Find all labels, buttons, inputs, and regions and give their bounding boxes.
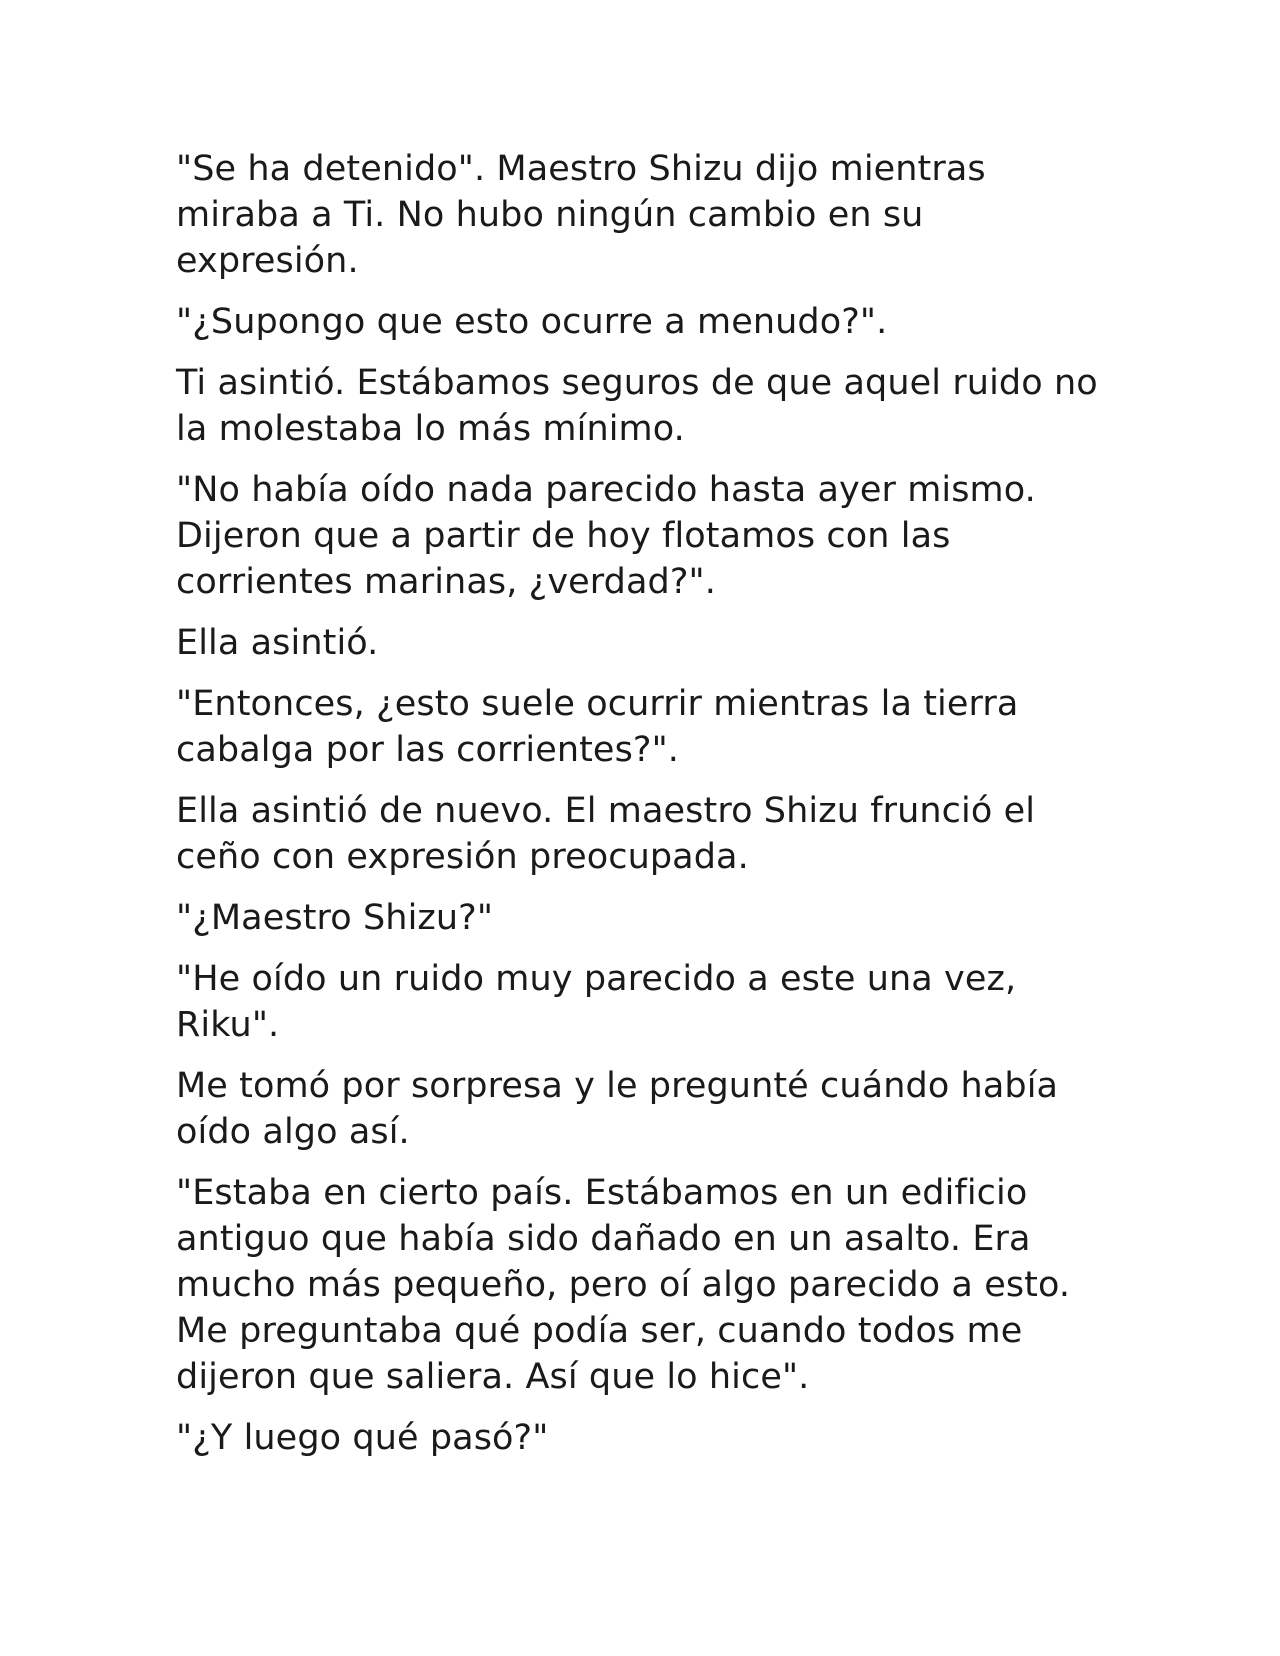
paragraph-5: Ella asintió. bbox=[176, 623, 379, 663]
paragraph-6: "Entonces, ¿esto suele ocurrir mientras la tierra cabalga por las corrientes?". bbox=[176, 684, 1019, 770]
paragraph-12: "¿Y luego qué pasó?" bbox=[176, 1418, 549, 1458]
paragraph-10: Me tomó por sorpresa y le pregunté cuándo había oído algo así. bbox=[176, 1066, 1059, 1152]
paragraph-11: "Estaba en cierto país. Estábamos en un edificio antiguo que había sido dañado en un asalto. Era mucho más pequeño, pero oí algo parecido a esto. Me preguntaba qué podía ser, cuando todos me dijeron que saliera. Así que lo hice". bbox=[176, 1173, 1071, 1397]
paragraph-7: Ella asintió de nuevo. El maestro Shizu frunció el ceño con expresión preocupada. bbox=[176, 791, 1036, 877]
paragraph-9: "He oído un ruido muy parecido a este una vez, Riku". bbox=[176, 959, 1017, 1045]
paragraph-1: "Se ha detenido". Maestro Shizu dijo mientras miraba a Ti. No hubo ningún cambio en su expresión. bbox=[176, 149, 986, 281]
paragraph-8: "¿Maestro Shizu?" bbox=[176, 898, 494, 938]
paragraph-4: "No había oído nada parecido hasta ayer mismo. Dijeron que a partir de hoy flotamos con las corrientes marinas, ¿verdad?". bbox=[176, 470, 1036, 602]
document-page bbox=[176, 146, 1116, 1476]
paragraph-2: "¿Supongo que esto ocurre a menudo?". bbox=[176, 302, 888, 342]
paragraph-3: Ti asintió. Estábamos seguros de que aquel ruido no la molestaba lo más mínimo. bbox=[176, 363, 1098, 449]
